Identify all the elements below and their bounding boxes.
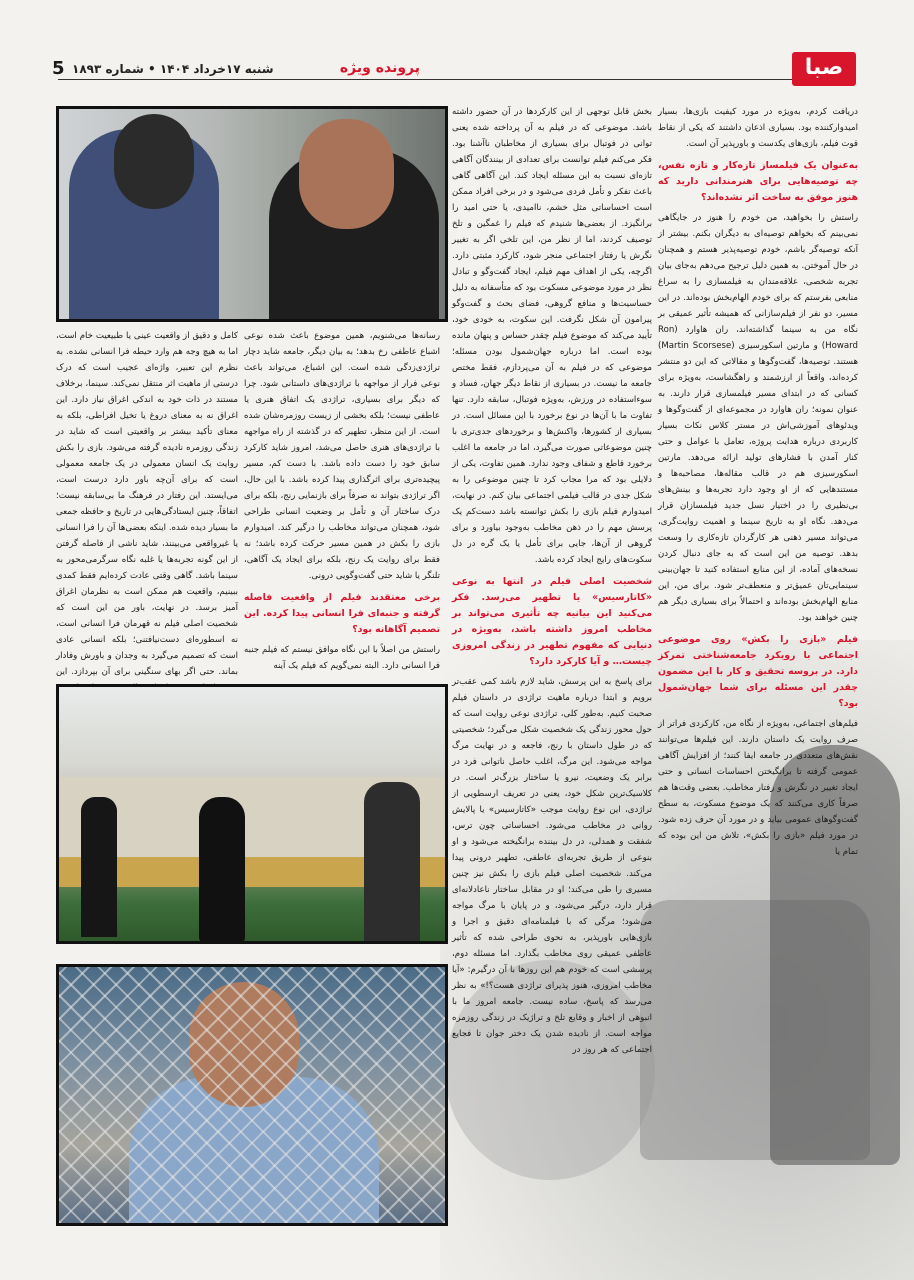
article-column-middle [452, 104, 652, 1062]
photo-person-left [81, 797, 117, 937]
photo-fence [59, 967, 445, 1223]
photo-person-middle [199, 797, 245, 942]
page-header [52, 52, 856, 92]
answer-paragraph-2: فیلم‌های اجتماعی، به‌ویژه از نگاه من، کارکردی فراتر از صرف روایت یک داستان دارند. این فیلم‌ها می‌توانند نقش‌های متعددی در جامعه ایفا کنند؛ از افزایش آگاهی عمومی گرفته تا برانگیختن احساسات انسانی و حتی ایجاد تغییر در نگرش و رفتار مخاطب. بعضی وقت‌ها هم صرفاً کاری می‌کنند که یک موضوع مسکوت، به سطح گفت‌وگوهای عمومی بیاید و در مورد آن حرف زده شود. در مورد فیلم «بازی را بکش»، تلاش من این بوده که تمام یا [658, 719, 858, 857]
photo-man-behind-fence [56, 964, 448, 1226]
article-column-left-2 [56, 328, 238, 716]
issue-info [68, 62, 278, 76]
photo-two-men [56, 106, 448, 322]
answer-paragraph-7: کامل و دقیق از واقعیت عینی یا طبیعیت خام است، اما به هیچ وجه هم وارد حیطه فرا انسانی نشده. به نظرم این تعبیر، واژه‌ای عجیب است که درک درستی از ماهیت اثر منتقل نمی‌کند. سینما، برخلاف مستند در ذات خود به اندکی اغراق نیاز دارد. این اغراق نه به معنای دروغ یا تخیل افراطی، بلکه به معنای تأکید بیشتر بر واقعیتی است که شاید در زندگی روزمره نادیده گرفته می‌شود. بازی را بکش روایت یک انسان معمولی در یک جامعه معمولی است که برای آن‌چه باور دارد درست است، می‌ایستد. این رفتار در فرهنگ ما بی‌سابقه نیست؛ اتفاقاً، چنین ایستادگی‌هایی در تاریخ و حافظه جمعی ما بسیار دیده شده. اینکه بعضی‌ها آن را فرا انسانی یا غیرواقعی می‌بینند، شاید ناشی از فاصله گرفتن از این گونه تجربه‌ها یا غلبه نگاه سرگرمی‌محور به سینما باشد. گاهی وقتی عادت کرده‌ایم فقط کمدی ببینیم، واقعیت هم ممکن است به نظرمان اغراق آمیز برسد. در نهایت، باور من این است که شخصیت اصلی فیلم نه قهرمان فرا انسانی است، نه اسطوره‌ای دست‌نیافتنی؛ بلکه انسانی عادی است که تصمیم می‌گیرد به وجدان و باورش وفادار بماند. حتی اگر بهای سنگینی برای آن بپردازد. این [56, 331, 238, 677]
answer-paragraph-3: بخش قابل توجهی از این کارکردها در آن حضور داشته باشد. موضوعی که در فیلم به آن پرداخته شده یعنی توانی در فوتبال برای بسیاری از مخاطبان ناآشنا بود. فکر می‌کنم فیلم توانست برای تعدادی از بینندگان آگاهی تازه‌ای نسبت به این مسئله ایجاد کند. این آگاهی گاهی باعث تفکر و تأمل فردی می‌شود و در برخی افراد ممکن است احساساتی مثل خشم، ناامیدی، یا حتی امید را برانگیزد. از بعضی‌ها شنیدم که فیلم را غمگین و تلخ توصیف کردند، اما از نظر من، این تلخی اگر به تغییر نگرش یا رفتار اجتماعی منجر شود، کارکرد مثبتی دارد. اگرچه، یکی از اهداف مهم فیلم، ایجاد گفت‌وگو و تبادل نظر در مورد موضوعی مسکوت بود که متأسفانه به دلیل حساسیت‌ها و منافع گروهی، فضای بحث و گفت‌وگو پیرامون آن شکل نگرفت. این سکوت، به خودی خود، تأیید می‌کند که موضوع فیلم چقدر حساس و پنهان مانده بوده است. اما درباره جهان‌شمول بودن مسئله؛ موضوعی که در فیلم به آن می‌پردازم، فقط مختص جامعه ما نیست. در بسیاری از نقاط دیگر جهان، فساد و سوءاستفاده در ورزش، به‌ویژه فوتبال، سابقه دارد. تنها تفاوت ما با آن‌ها در نوع برخورد با این مسائل است. در بسیاری از کشورها، واکنش‌ها و برخوردهای جدی‌تری با چنین موضوعاتی صورت می‌گیرد، اما در جامعه ما اغلب برخورد قاطع و شفاف وجود ندارد. همین تفاوت، یکی از دلایلی بود که مرا مجاب کرد تا چنین موضوعی را به شکل جدی در قالب فیلمی اجتماعی بیان کنم. در نهایت، امیدوارم فیلم بازی را بکش توانسته باشد دست‌کم یک پرسش مهم را در ذهن مخاطب به‌وجود بیاورد و برای گروهی از آن‌ها، جایی برای تأمل یا یک گره در دل سکوت‌های رایج ایجاد کرده باشد. [452, 107, 652, 565]
photo-figure-director-head [114, 114, 194, 209]
intro-paragraph: دریافت کردم، به‌ویژه در مورد کیفیت بازی‌ها، بسیار امیدوارکننده بود. بسیاری اذعان داشتند که یکی از نقاط قوت فیلم، بازی‌های یکدست و باورپذیر آن است. [658, 107, 858, 149]
question-heading-1: به‌عنوان یک فیلمساز تازه‌کار و تازه نفس، چه توصیه‌هایی برای هنرمندانی دارید که هنوز موفق به ساخت اثر نشده‌اند؟ [658, 160, 858, 203]
answer-paragraph-4: برای پاسخ به این پرسش، شاید لازم باشد کمی عقب‌تر برویم و ابتدا درباره ماهیت تراژدی در داستان فیلم صحبت کنیم. به‌طور کلی، تراژدی نوعی روایت است که حول محور زندگی یک شخصیت شکل می‌گیرد؛ شخصیتی که در طول داستان با رنج، فاجعه و در نهایت مرگ مواجه می‌شود. این مرگ، اغلب حاصل ناتوانی فرد در برابر یک وضعیت، نیرو یا ساختار بزرگ‌تر است. در کلاسیک‌ترین شکل خود، یعنی در تعریف ارسطویی از تراژدی، این نوع روایت موجب «کاتارسیس» یا پالایش روانی در مخاطب می‌شود. احساساتی چون ترس، شفقت و همدلی، در دل بیننده برانگیخته می‌شود و او بنوعی از طریق تجربه‌ای عاطفی، تطهیر درونی پیدا می‌کند. شخصیت اصلی فیلم بازی را بکش نیز چنین مسیری را طی می‌کند؛ او در مقابل ساختار ناعادلانه‌ای قرار دارد، درگیر می‌شود، و در پایان با مرگ مواجه می‌شود؛ مرگی که با فیلمنامه‌ای دقیق و اجرا و بازی‌هایی باورپذیر، به نحوی طراحی شده که تأثیر عاطفی عمیقی روی مخاطب بگذارد. اما مسئله دوم، پرسشی است که خودم هم این روزها با آن درگیرم: «آیا مخاطب امروزی، هنوز پذیرای تراژدی هست؟!» به نظر می‌رسد که پاسخ، ساده نیست. جامعه امروز ما با انبوهی از اخبار و وقایع تلخ و تراژیک در زندگی روزمره مواجه است. از نادیده شدن یک دختر جوان تا فجایع اجتماعی که هر روز در [452, 677, 652, 1055]
article-column-left-1 [244, 328, 440, 678]
issue-text: شنبه ۱۷خرداد ۱۴۰۴ • شماره ۱۸۹۳ [72, 62, 274, 76]
section-title: پرونده ویژه [334, 60, 426, 76]
article-column-right [658, 104, 858, 864]
photo-football-field [56, 684, 448, 944]
photo-figure-actor-head [299, 119, 394, 229]
answer-paragraph-6: راستش من اصلاً با این نگاه موافق نیستم که فیلم جنبه فرا انسانی دارد. البته نمی‌گویم که فیلم یک آینه [244, 645, 440, 671]
photo-person-right [364, 782, 420, 942]
page-number: 5 [52, 58, 65, 79]
answer-paragraph-5: رسانه‌ها می‌شنویم، همین موضوع باعث شده نوعی اشباع عاطفی رخ بدهد؛ به بیان دیگر، جامعه شاید دچار تراژدی‌زدگی شده است. این اشباع، می‌تواند باعث نوعی فرار از مواجهه با تراژدی‌های داستانی شود. چرا که دیگر برای بسیاری، تراژدی یک اتفاق هنری یا عاطفی نیست؛ بلکه بخشی از زیست روزمره‌شان شده است. از این منظر، تطهیر که در گذشته از راه مواجهه با تراژدی‌های هنری حاصل می‌شد، امروز شاید کارکرد سابق خود را دست داده باشد. با دست کم، مسیر پیچیده‌تری برای اثرگذاری پیدا کرده باشد. با این حال، اگر تراژدی بتواند نه صرفاً برای بازنمایی رنج، بلکه برای درک ساختار آن و تأمل بر وضعیت انسانی طراحی شود، همچنان می‌تواند مخاطب را درگیر کند. امیدوارم بازی را بکش در همین مسیر حرکت کرده باشد؛ نه فقط برای روایت یک رنج، بلکه برای ایجاد یک آگاهی، تلنگر یا شاید حتی گفت‌وگویی درونی. [244, 331, 440, 581]
magazine-logo: صبا [792, 52, 856, 86]
header-rule [58, 79, 856, 80]
answer-paragraph-1: راستش را بخواهید، من خودم را هنوز در جایگاهی نمی‌بینم که بخواهم توصیه‌ای به دیگران بکنم. بیشتر از آنکه توصیه‌گر باشم، خودم توصیه‌پذیر هستم و همچنان در حال آموختن. به همین دلیل ترجیح می‌دهم به‌جای بیان تجربه شخصی، علاقه‌مندان به فیلمسازی را به سراغ منابعی بفرستم که برای خودم الهام‌بخش بوده‌اند. در این مسیر، دو نفر از فیلم‌سازانی که همیشه تأثیر عمیقی بر نگاه من به سینما گذاشته‌اند، ران هاوارد (Ron Howard) و مارتین اسکورسیزی (Martin Scorsese) هستند. توصیه‌ها، گفت‌وگوها و مقالاتی که این دو منتشر کرده‌اند، واقعاً از ارزشمند و راهگشاست، به‌ویژه برای کسانی که در ابتدای مسیر فیلمسازی قرار دارند. به عنوان نمونه؛ ران هاوارد در مجموعه‌ای از گفت‌وگوها و ویدئوهای آموزشی‌اش در مستر کلاس نکات بسیار کاربردی درباره هدایت پروژه، تعامل با عوامل و حتی کنار آمدن با فشارهای تولید ارائه می‌دهد. مارتین اسکورسیزی هم در قالب مقاله‌ها، مصاحبه‌ها و مستندهایی که از او وجود دارد تجربه‌ها و بینش‌های بی‌نظیری را در اختیار نسل جدید فیلمسازان قرار می‌دهد. نگاه او به تاریخ سینما و اهمیت روایت‌گری، می‌تواند مسیر ذهنی هر کارگردان تازه‌کاری را وسعت بدهد. توصیه من این است که به جای دنبال کردن نسخه‌های آماده، از این منابع استفاده کنید تا جهان‌بینی سینمایی‌تان عمیق‌تر و منعطف‌تر شود. برای من، این منابع الهام‌بخش بوده‌اند و احتمالاً برای بسیاری دیگر هم چنین خواهند بود. [658, 213, 858, 623]
question-heading-3: شخصیت اصلی فیلم در انتها به نوعی «کاتارسیس» یا تطهیر می‌رسد. فکر می‌کنید این بیانیه چه تأثیری می‌تواند بر مخاطب امروز داشته باشد، به‌ویژه در دنیایی که مفهوم تطهیر در زندگی امروزی چیست… و آیا کارکرد دارد؟ [452, 576, 652, 667]
question-heading-2: فیلم «بازی را بکش» روی موضوعی اجتماعی با رویکرد جامعه‌شناختی تمرکز دارد. در بروسه تحقیق و کار با این مضمون چقدر این مسئله برای شما جهان‌شمول بود؟ [658, 634, 858, 709]
question-heading-4: برخی معتقدند فیلم از واقعیت فاصله گرفته و جنبه‌ای فرا انسانی پیدا کرده. این تصمیم آگاهانه بود؟ [244, 592, 440, 635]
